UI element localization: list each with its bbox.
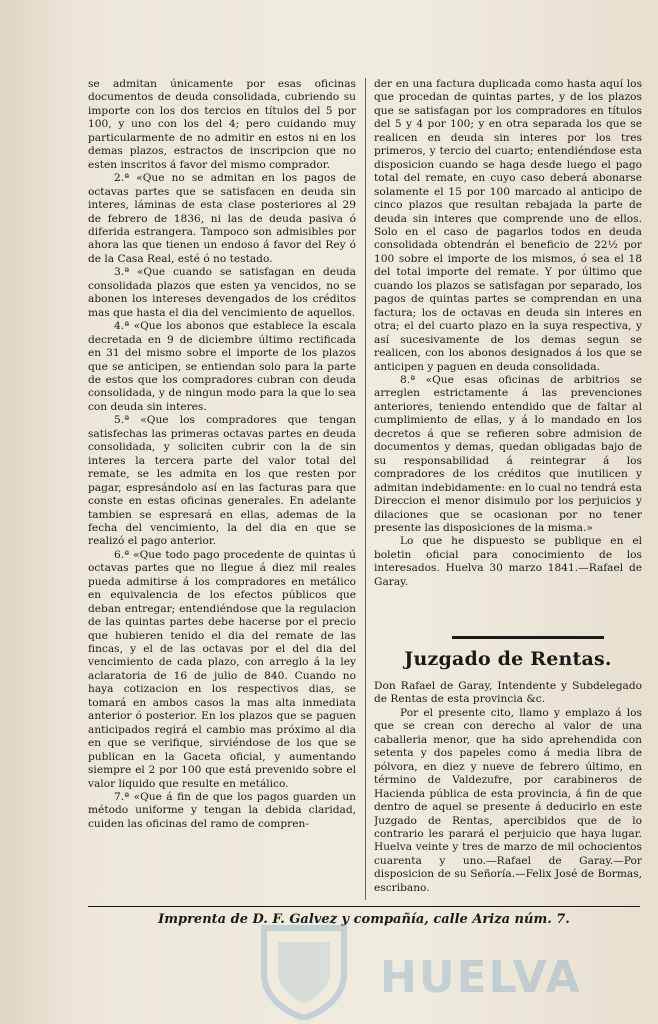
paragraph: Don Rafael de Garay, Intendente y Subdelegado de Rentas de esta provincia &c. <box>374 680 642 706</box>
paragraph: der en una factura duplicada como hasta aquí los que procedan de quintas partes, y de los plazos que se satisfagan por los compradores en títulos del 5 y 4 por 100; y en otra separada los que se realicen en deuda sin interes por los tres primeros, y tercio del cuarto; entendiéndose esta disposicion cuando se haga desde luego el pago total del remate, en cuyo caso deberá abonarse solamente el 15 por 100 marcado al anticipo de cinco plazos que resultan rebajada la parte de deuda sin interes que comprende uno de ellos. Solo en el caso de pagarlos todos en deuda consolidada obtendrán el beneficio de 22½ por 100 sobre el importe de los mismos, ó sea el 18 del total importe del remate. Y por último que cuando los plazos se satisfagan por separado, los pagos de quintas partes se comprendan en una factura; los de octavas en deuda sin interes en otra; el del cuarto plazo en la suya respectiva, y así sucesivamente de los demas segun se realicen, con los abonos designados á los que se anticipen y paguen en deuda consolidada. <box>374 78 642 373</box>
paragraph: Por el presente cito, llamo y emplazo á los que se crean con derecho al valor de una caballeria menor, que ha sido aprehendida con setenta y dos papeles como á media libra de pólvora, en diez y nueve de febrero último, en término de Valdezufre, por carabineros de Hacienda pública de esta provincia, á fin de que dentro de aquel se presente á deducirlo en este Juzgado de Rentas, apercibidos que de lo contrario les parará el perjuicio que haya lugar. Huelva veinte y tres de marzo de mil ochocientos cuarenta y uno.—Rafael de Garay.—Por disposicion de su Señoría.—Felix José de Bormas, escribano. <box>374 706 642 894</box>
paragraph: 8.ª «Que esas oficinas de arbitrios se arreglen estrictamente á las prevenciones anteriores, teniendo entendido que de faltar al cumplimiento de ellas, y á lo mandado en los decretos á que se refieren sobre admision de documentos y demas, quedan obligadas bajo de su responsabilidad á reintegrar á los compradores de los créditos que inutilicen y admitan indebidamente: en lo cual no tendrá esta Direccion el menor disimulo por los perjuicios y dilaciones que se ocasionan por no tener presente las disposiciones de la misma.» <box>374 373 642 534</box>
right-column <box>374 78 642 626</box>
paragraph: 7.ª «Que á fin de que los pagos guarden un método uniforme y tengan la debida claridad, cuiden las oficinas del ramo de compren- <box>88 791 356 830</box>
column-divider <box>365 78 366 900</box>
paragraph: se admitan únicamente por esas oficinas documentos de deuda consolidada, cubriendo su importe con los dos tercios en títulos del 5 por 100, y uno con los del 4; pero cuidando muy particularmente de no admitir en estos ni en los demas plazos, estractos de inscripcion que no esten inscritos á favor del mismo comprador. <box>88 78 356 171</box>
paragraph: 6.ª «Que todo pago procedente de quintas ú octavas partes que no llegue á diez mil reales pueda admitirse á los compradores en metálico en equivalencia de los efectos públicos que deban entregar; entendiéndose que la regulacion de las quintas partes debe hacerse por el precio que hubieren tenido el dia del remate de las fincas, y el de las octavas por el del dia del vencimiento de cada plazo, con arreglo á la ley aclaratoria de 16 de julio de 840. Cuando no haya cotizacion en los respectivos dias, se tomará en ambos casos la mas alta inmediata anterior ó posterior. En los plazos que se paguen anticipados regirá el cambio mas próximo al dia en que se verifique, sirviéndose de los que se publican en la Gaceta oficial, y aumentando siempre el 2 por 100 que está prevenido sobre el valor liquido que resulte en metálico. <box>88 548 356 790</box>
paragraph: 5.ª «Que los compradores que tengan satisfechas las primeras octavas partes en deuda consolidada, y soliciten cubrir con la de sin interes la tercera parte del valor total del remate, se les admita en los que resten por pagar, espresándolo así en las facturas para que conste en estas oficinas generales. En adelante tambien se espresará en ellas, ademas de la fecha del vencimiento, la del dia en que se realizó el pago anterior. <box>88 414 356 548</box>
watermark <box>256 918 656 1024</box>
section-body <box>374 680 642 904</box>
section-separator <box>452 636 604 639</box>
footer-rule <box>88 906 640 907</box>
watermark-text: HUELVA <box>380 952 582 1003</box>
paragraph: Lo que he dispuesto se publique en el boletin oficial para conocimiento de los interesados. Huelva 30 marzo 1841.—Rafael de Garay. <box>374 535 642 588</box>
paragraph: 4.ª «Que los abonos que establece la escala decretada en 9 de diciembre último rectificada en 31 del mismo sobre el importe de los plazos que se anticipen, se entiendan solo para la parte de estos que los compradores cubran con deuda consolidada, y de ningun modo para la que lo sea con deuda sin interes. <box>88 320 356 413</box>
section-title: Juzgado de Rentas. <box>404 648 612 670</box>
shield-icon <box>256 922 352 1020</box>
printer-imprint: Imprenta de D. F. Galvez y compañía, calle Ariza núm. 7. <box>158 912 570 927</box>
paragraph: 2.ª «Que no se admitan en los pagos de octavas partes que se satisfacen en deuda sin interes, láminas de esta clase posteriores al 29 de febrero de 1836, ni las de deuda pasiva ó diferida estrangera. Tampoco son admisibles por ahora las que tienen un endoso á favor del Rey ó de la Casa Real, esté ó no testado. <box>88 172 356 265</box>
paragraph: 3.ª «Que cuando se satisfagan en deuda consolidada plazos que esten ya vencidos, no se abonen los intereses devengados de los créditos mas que hasta el dia del vencimiento de aquellos. <box>88 266 356 319</box>
left-column <box>88 78 356 900</box>
